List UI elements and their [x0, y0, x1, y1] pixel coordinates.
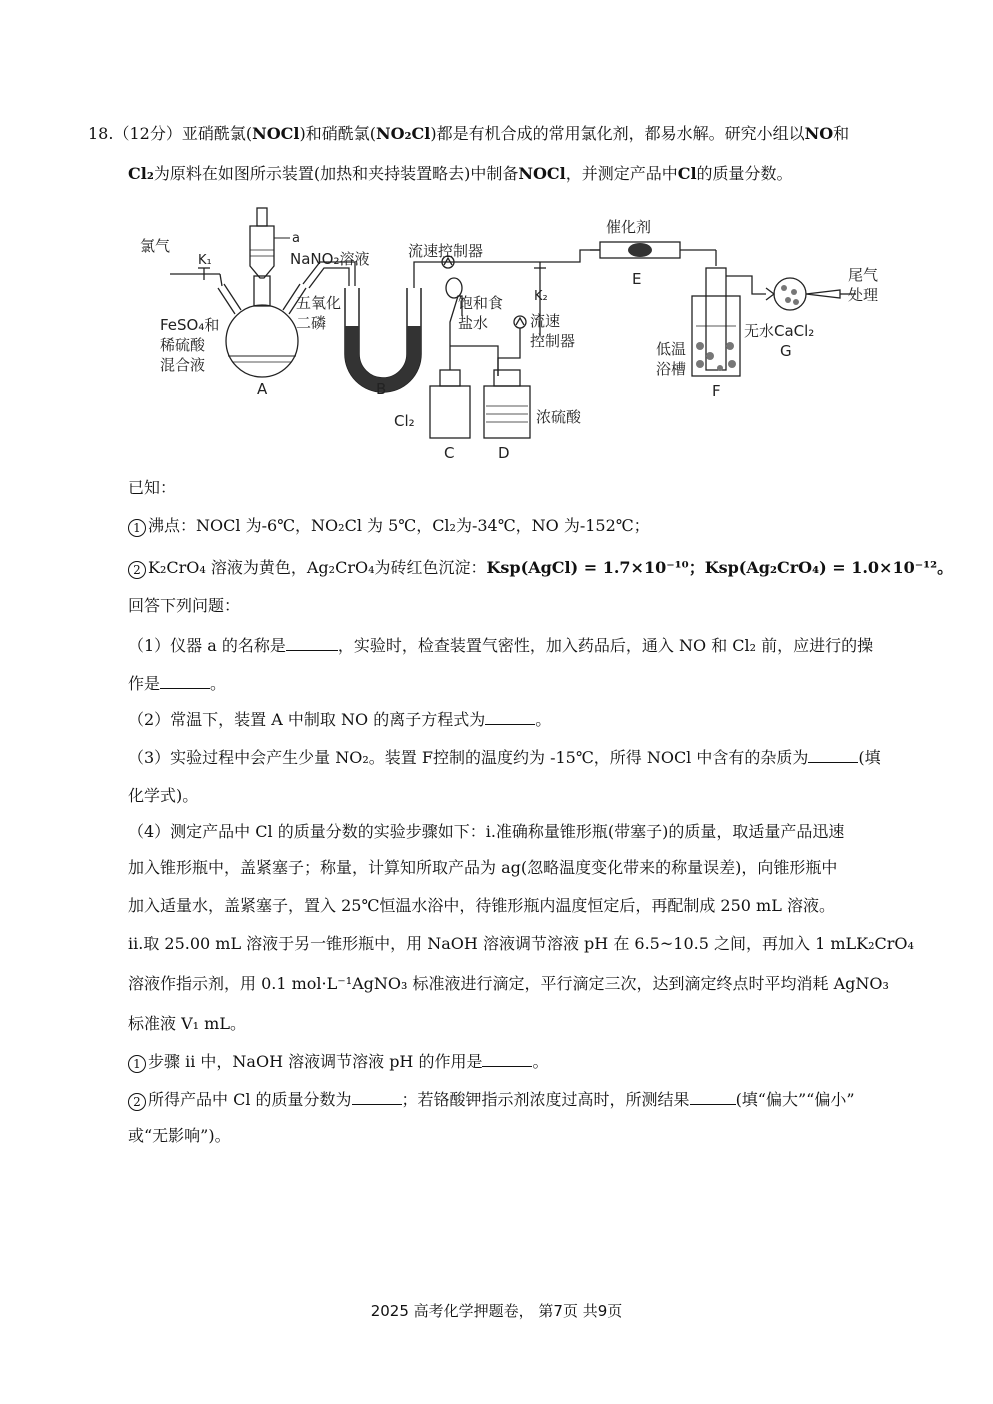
intro-text: )都是有机合成的常用氯化剂，都易水解。研究小组以	[430, 124, 805, 143]
label-C: C	[444, 444, 455, 462]
q4-sub-2-text: (填“偏大”“偏小”	[735, 1090, 855, 1109]
bottle-d	[484, 386, 530, 438]
intro-text: )和硝酰氯(	[299, 124, 376, 143]
label-flow2-2: 控制器	[530, 332, 576, 350]
q4-sub-1-text: 步骤 ii 中，NaOH 溶液调节溶液 pH 的作用是	[148, 1052, 483, 1071]
page-footer: 2025 高考化学押题卷， 第7页 共9页	[370, 1302, 623, 1320]
answer-blank[interactable]	[482, 1052, 532, 1067]
q4-line-3: 加入适量水，盖紧塞子，置入 25℃恒温水浴中，待锥形瓶内温度恒定后，再配制成 250 mL 溶液。	[128, 896, 835, 915]
label-tail-2: 处理	[848, 286, 879, 304]
q1-line-1	[128, 636, 873, 656]
catalyst-fill	[628, 243, 652, 257]
answer-blank[interactable]	[352, 1090, 402, 1105]
apparatus-diagram	[140, 196, 900, 466]
answer-prompt: 回答下列问题：	[128, 596, 241, 615]
answer-blank[interactable]	[286, 636, 338, 651]
q4-line-4: ii.取 25.00 mL 溶液于另一锥形瓶中，用 NaOH 溶液调节溶液 pH 在 6.5~10.5 之间，再加入 1 mLK₂CrO₄	[128, 934, 914, 953]
q4-sub-2-text: 所得产品中 Cl 的质量分数为	[148, 1090, 352, 1109]
intro-text: 亚硝酰氯(	[181, 124, 253, 143]
q1-line-2	[128, 674, 226, 694]
q4-line-2: 加入锥形瓶中，盖紧塞子；称量，计算知所取产品为 ag(忽略温度变化带来的称量误差)，向锥形瓶中	[128, 858, 838, 877]
label-F: F	[712, 382, 721, 400]
q3-text: （3）实验过程中会产生少量 NO₂。装置 F控制的温度约为 -15℃，所得 NOCl 中含有的杂质为	[128, 748, 809, 767]
formula-cl: Cl	[677, 164, 697, 183]
label-chlorine: 氯气	[140, 237, 171, 255]
label-k2: K₂	[534, 289, 548, 304]
label-tail-1: 尾气	[848, 266, 879, 284]
label-flow2-1: 流速	[530, 312, 561, 330]
label-k1: K₁	[198, 253, 212, 268]
q4-line-5: 溶液作指示剂，用 0.1 mol·L⁻¹AgNO₃ 标准液进行滴定，平行滴定三次，达到滴定终点时平均消耗 AgNO₃	[128, 974, 889, 993]
label-cold-1: 低温	[656, 340, 687, 358]
q4-sub-1	[128, 1052, 549, 1073]
circled-number: 2	[128, 561, 146, 579]
flask-a	[226, 305, 298, 377]
q1-text: 。	[210, 674, 227, 693]
formula-cl2: Cl₂	[128, 164, 154, 183]
q4-sub-1-text: 。	[532, 1052, 549, 1071]
label-a: a	[292, 231, 300, 246]
q2-text: 。	[535, 710, 552, 729]
circled-number: 2	[128, 1093, 146, 1111]
q2-line	[128, 710, 551, 730]
q4-line-6: 标准液 V₁ mL。	[128, 1014, 246, 1033]
intro-text: 和	[833, 124, 850, 143]
question-score: （12分）	[113, 124, 182, 143]
q3-line-2: 化学式)。	[128, 786, 199, 805]
label-flow-controller-1: 流速控制器	[408, 242, 484, 260]
label-feso4-1: FeSO₄和	[160, 316, 220, 334]
label-p2o5-2: 二磷	[296, 314, 327, 332]
drying-tube-g	[774, 278, 806, 310]
q2-text: （2）常温下，装置 A 中制取 NO 的离子方程式为	[128, 710, 486, 729]
label-E: E	[632, 270, 642, 288]
answer-blank[interactable]	[808, 748, 858, 763]
label-G: G	[780, 342, 792, 360]
label-nacl-2: 盐水	[458, 314, 489, 332]
q1-text: 作是	[128, 674, 161, 693]
label-h2so4: 浓硫酸	[536, 408, 582, 426]
bottle-c	[430, 386, 470, 438]
q1-text: ，实验时，检查装置气密性，加入药品后，通入 NO 和 Cl₂ 前，应进行的操	[337, 636, 874, 655]
q1-text: （1）仪器 a 的名称是	[128, 636, 286, 655]
circled-number: 1	[128, 519, 146, 537]
label-p2o5-1: 五氧化	[296, 294, 342, 312]
formula-no: NO	[804, 124, 834, 143]
formula-nocl: NOCl	[518, 164, 566, 183]
intro-text: 的质量分数。	[696, 164, 793, 183]
intro-text: 为原料在如图所示装置(加热和夹持装置略去)中制备	[153, 164, 519, 183]
ksp-values: Ksp(AgCl) = 1.7×10⁻¹⁰；Ksp(Ag₂CrO₄) = 1.0×10⁻¹²。	[486, 558, 954, 577]
label-catalyst: 催化剂	[606, 218, 652, 236]
circled-number: 1	[128, 1055, 146, 1073]
q4-line-1: （4）测定产品中 Cl 的质量分数的实验步骤如下：i.准确称量锥形瓶(带塞子)的质量，取适量产品迅速	[128, 822, 845, 841]
q4-sub-2-text: ；若铬酸钾指示剂浓度过高时，所测结果	[401, 1090, 690, 1109]
answer-blank[interactable]	[160, 674, 210, 689]
q4-sub-2	[128, 1090, 855, 1111]
answer-blank[interactable]	[485, 710, 535, 725]
known-item-2-text: K₂CrO₄ 溶液为黄色，Ag₂CrO₄为砖红色沉淀：	[148, 558, 487, 577]
label-A: A	[257, 380, 268, 398]
label-nano2: NaNO₂溶液	[290, 250, 370, 268]
formula-no2cl: NO₂Cl	[375, 124, 431, 143]
known-item-1	[128, 516, 650, 537]
q3-text: (填	[858, 748, 881, 767]
label-D: D	[498, 444, 510, 462]
answer-blank[interactable]	[690, 1090, 736, 1105]
label-B: B	[376, 380, 387, 398]
known-item-1-text: 沸点：NOCl 为-6℃，NO₂Cl 为 5℃，Cl₂为-34℃，NO 为-152℃；	[148, 516, 650, 535]
intro-text: ，并测定产品中	[565, 164, 678, 183]
label-cl2: Cl₂	[394, 412, 415, 430]
question-18-line-2	[128, 164, 793, 184]
q4-sub-2-line-2: 或“无影响”)。	[128, 1126, 231, 1145]
q3-line-1	[128, 748, 881, 768]
label-feso4-3: 混合液	[160, 356, 206, 374]
label-nacl-1: 饱和食	[458, 294, 504, 312]
formula-nocl: NOCl	[252, 124, 300, 143]
label-cacl2: 无水CaCl₂	[744, 322, 815, 340]
label-cold-2: 浴槽	[656, 360, 687, 378]
label-feso4-2: 稀硫酸	[160, 336, 206, 354]
separatory-funnel	[250, 226, 274, 278]
known-title: 已知：	[128, 478, 177, 497]
question-number: 18.	[88, 124, 114, 143]
question-18-line-1	[88, 124, 849, 144]
known-item-2	[128, 558, 953, 579]
